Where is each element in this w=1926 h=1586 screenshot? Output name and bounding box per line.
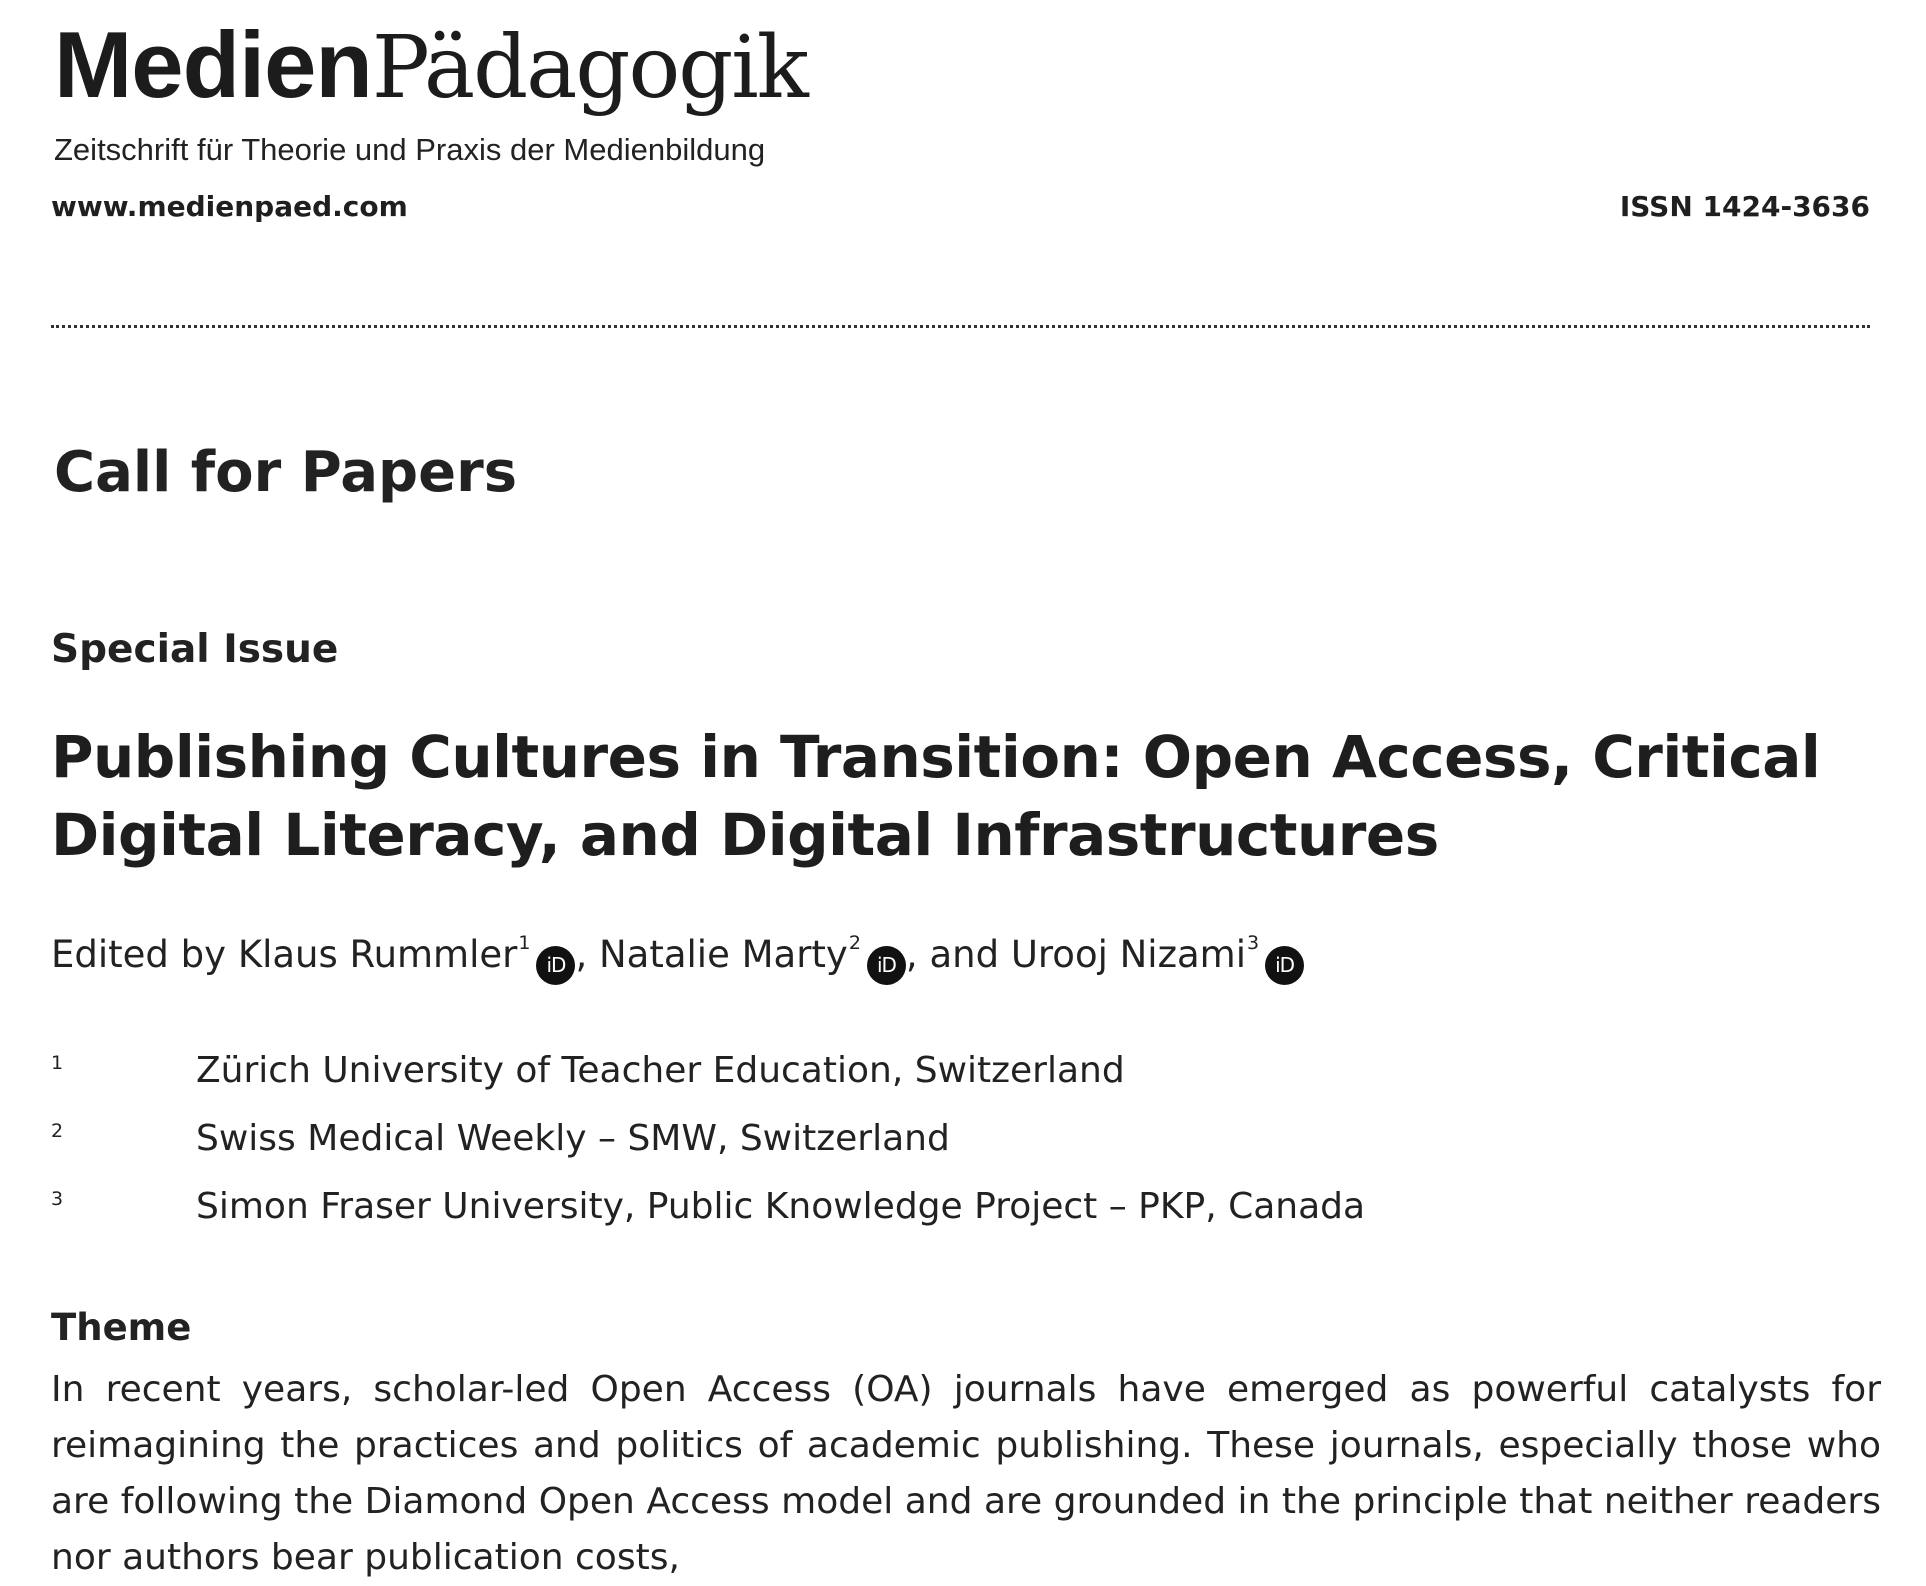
editor-name: Klaus Rummler bbox=[237, 933, 518, 976]
theme-paragraph: In recent years, scholar-led Open Access (OA) journals have emerged as powerful catalysts for reimagining the practices and politics of academic publishing. These journals, especially those who are following the Diamond Open Access model and are grounded in the principle that neither readers nor authors bear publication costs, bbox=[51, 1369, 1881, 1578]
orcid-icon[interactable]: iD bbox=[1265, 946, 1304, 985]
theme-heading: Theme bbox=[51, 1306, 192, 1349]
affiliation-number: 3 bbox=[51, 1188, 64, 1210]
dotted-divider bbox=[51, 325, 1870, 328]
orcid-icon[interactable]: iD bbox=[536, 946, 575, 985]
editor-separator: , bbox=[575, 933, 599, 976]
logo-word-medien: Medien bbox=[54, 12, 372, 117]
editor-name: Natalie Marty bbox=[598, 933, 848, 976]
journal-subtitle: Zeitschrift für Theorie und Praxis der Medienbildung bbox=[54, 132, 766, 167]
affiliation-marker: 1 bbox=[518, 932, 531, 954]
affiliation-item bbox=[51, 1186, 1851, 1246]
affiliation-number: 2 bbox=[51, 1120, 64, 1142]
affiliation-text: Simon Fraser University, Public Knowledge Project – PKP, Canada bbox=[196, 1186, 1366, 1227]
affiliation-item bbox=[51, 1118, 1851, 1178]
special-issue-label: Special Issue bbox=[51, 627, 339, 672]
journal-url-link[interactable]: www.medienpaed.com bbox=[51, 190, 408, 223]
editors-line bbox=[51, 930, 1304, 985]
special-issue-title: Publishing Cultures in Transition: Open Access, Critical Digital Literacy, and Digital Infrastructures bbox=[51, 723, 1821, 869]
affiliation-number: 1 bbox=[51, 1052, 64, 1074]
editor-name: Urooj Nizami bbox=[1010, 933, 1246, 976]
editors-prefix: Edited by bbox=[51, 933, 238, 976]
logo-word-paedagogik: Pädagogik bbox=[371, 18, 807, 118]
orcid-icon[interactable]: iD bbox=[867, 946, 906, 985]
affiliation-marker: 3 bbox=[1247, 932, 1260, 954]
affiliation-item bbox=[51, 1050, 1851, 1110]
affiliation-marker: 2 bbox=[848, 932, 861, 954]
call-for-papers-heading: Call for Papers bbox=[54, 440, 518, 505]
journal-logo bbox=[54, 12, 807, 118]
affiliation-text: Zürich University of Teacher Education, Switzerland bbox=[196, 1050, 1125, 1091]
journal-issn: ISSN 1424-3636 bbox=[1619, 190, 1870, 223]
affiliation-text: Swiss Medical Weekly – SMW, Switzerland bbox=[196, 1118, 950, 1159]
editor-separator: , and bbox=[905, 933, 1011, 976]
